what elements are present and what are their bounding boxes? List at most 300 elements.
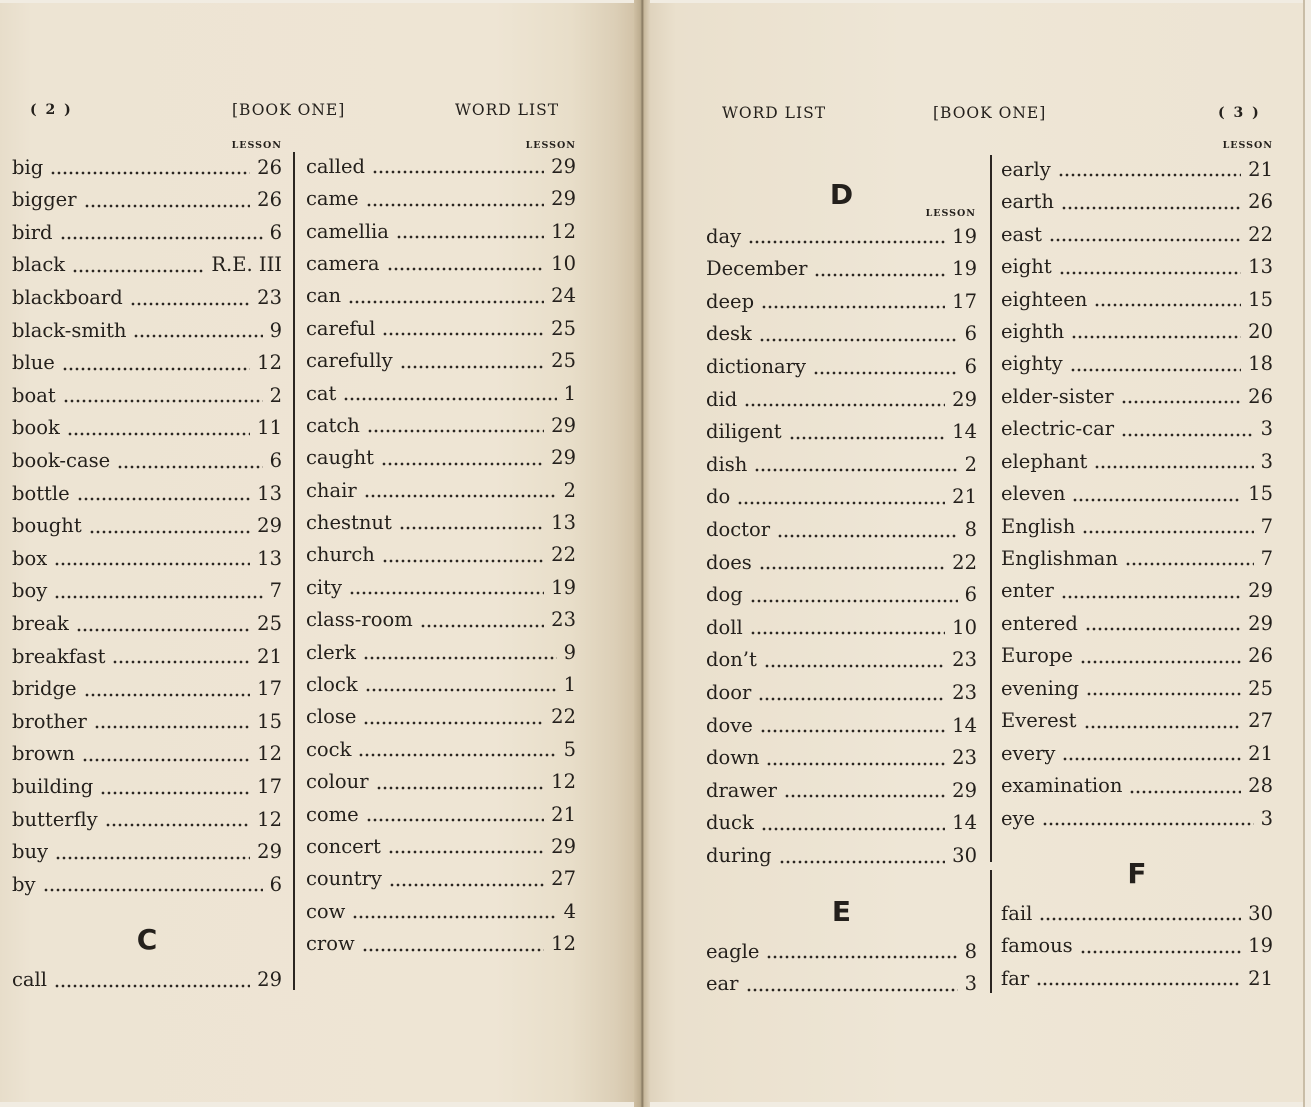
word-entry (306, 863, 576, 895)
entry-word: December (706, 257, 808, 281)
entry-word: English (1001, 514, 1076, 538)
word-entry (12, 836, 282, 869)
dot-leader (55, 562, 250, 566)
dot-leader (397, 235, 544, 239)
entry-lesson-number: 26 (1248, 384, 1273, 408)
entry-word: bottle (12, 481, 70, 505)
entry-lesson-number: 1 (563, 381, 576, 405)
entries-list (12, 152, 282, 997)
dot-leader (762, 305, 945, 309)
section-letter: E (831, 894, 852, 928)
dot-leader (364, 656, 557, 660)
entry-word: famous (1001, 934, 1073, 958)
entry-word: cat (306, 381, 337, 405)
entry-lesson-number: 29 (257, 840, 282, 864)
entry-word: eagle (706, 939, 760, 963)
entry-word: entered (1001, 611, 1078, 635)
dot-leader (366, 688, 557, 692)
entry-word: every (1001, 741, 1056, 765)
dot-leader (359, 753, 556, 757)
dot-leader (762, 827, 945, 831)
word-entry (306, 539, 576, 571)
entry-lesson-number: 21 (1248, 741, 1273, 765)
entry-word: close (306, 705, 357, 729)
entries-list (706, 165, 977, 1001)
dot-leader (1062, 206, 1241, 210)
entry-lesson-number: 24 (551, 284, 576, 308)
word-entry (1001, 770, 1273, 802)
word-entry (1001, 705, 1273, 737)
word-column-c (306, 140, 576, 961)
entry-lesson-number: 29 (257, 968, 282, 992)
entry-lesson-number: 9 (269, 318, 282, 342)
entry-lesson-number: 17 (257, 677, 282, 701)
entry-lesson-number: 23 (551, 608, 576, 632)
entry-lesson-number: 6 (269, 220, 282, 244)
entry-lesson-number: 2 (563, 478, 576, 502)
page-number: ( 3 ) (1218, 105, 1261, 121)
entry-word: crow (306, 932, 355, 956)
dot-leader (400, 526, 544, 530)
lesson-column-label: LESSON (231, 140, 282, 151)
entry-lesson-number: 12 (257, 807, 282, 831)
entry-lesson-number: 6 (964, 322, 977, 346)
word-entry (1001, 738, 1273, 770)
dot-leader (64, 399, 263, 403)
entry-word: earth (1001, 190, 1054, 214)
dot-leader (1072, 335, 1241, 339)
running-title: WORD LIST (722, 104, 827, 122)
dot-leader (390, 883, 544, 887)
entry-word: chair (306, 478, 357, 502)
entry-word: dish (706, 452, 748, 476)
lesson-column-label: LESSON (1222, 140, 1273, 151)
entry-word: concert (306, 835, 381, 858)
entry-word: down (706, 746, 760, 770)
entry-lesson-number: 15 (1248, 287, 1273, 311)
word-entry (1001, 316, 1273, 348)
word-entry (1001, 898, 1273, 930)
entry-word: catch (306, 413, 360, 437)
entry-word: boy (12, 579, 48, 603)
word-entry (12, 804, 282, 837)
entry-lesson-number: 3 (1260, 806, 1273, 830)
word-entry (1001, 543, 1273, 575)
book-label: [BOOK ONE] (232, 101, 346, 119)
dot-leader (73, 269, 204, 273)
entry-lesson-number: 19 (551, 575, 576, 599)
entry-word: day (706, 224, 742, 248)
entry-lesson-number: 6 (964, 583, 977, 607)
entry-lesson-number: 9 (563, 640, 576, 664)
entry-word: diligent (706, 420, 782, 444)
entry-word: electric-car (1001, 417, 1115, 441)
word-entry (1001, 284, 1273, 316)
word-entry (1001, 446, 1273, 478)
word-entry (706, 936, 977, 969)
entry-word: eleven (1001, 482, 1066, 506)
entry-word: eighth (1001, 319, 1065, 343)
entry-lesson-number: 13 (1248, 255, 1273, 279)
entry-lesson-number: 14 (952, 811, 977, 835)
entry-lesson-number: 26 (257, 155, 282, 179)
dot-leader (55, 984, 250, 988)
word-entry (706, 547, 977, 580)
entry-word: cow (306, 899, 346, 923)
dot-leader (814, 371, 958, 375)
entry-lesson-number: 29 (551, 413, 576, 437)
word-entry (706, 710, 977, 743)
dot-leader (767, 955, 957, 959)
entry-word: does (706, 550, 752, 574)
word-column-d-e (706, 165, 977, 1001)
entry-lesson-number: 29 (551, 187, 576, 211)
dot-leader (1083, 530, 1253, 534)
entry-lesson-number: 25 (551, 349, 576, 373)
entry-word: city (306, 575, 343, 599)
book-spine-gutter (634, 0, 650, 1107)
word-entry (306, 896, 576, 928)
entry-word: come (306, 802, 359, 826)
entry-lesson-number: 25 (551, 316, 576, 340)
dot-leader (383, 559, 544, 563)
entry-word: doll (706, 615, 743, 639)
dot-leader (353, 915, 556, 919)
dot-leader (755, 468, 957, 472)
word-entry (12, 869, 282, 902)
word-entry (12, 771, 282, 804)
section-letter: C (136, 923, 158, 957)
entry-word: examination (1001, 774, 1123, 798)
entry-lesson-number: 27 (1248, 709, 1273, 733)
word-entry (1001, 251, 1273, 283)
entry-lesson-number: 20 (1248, 319, 1273, 343)
word-entry (306, 799, 576, 831)
word-entry (306, 507, 576, 539)
dot-leader (767, 762, 945, 766)
word-entry (306, 669, 576, 701)
entry-lesson-number: 22 (551, 543, 576, 567)
entry-word: careful (306, 316, 376, 340)
entry-word: eight (1001, 255, 1052, 279)
dot-leader (401, 365, 544, 369)
entry-word: bird (12, 220, 53, 244)
word-entry (306, 701, 576, 733)
word-entry (12, 543, 282, 576)
entry-word: blue (12, 351, 55, 375)
dot-leader (1086, 627, 1241, 631)
page-edge (1303, 0, 1305, 1107)
entry-word: big (12, 155, 44, 179)
word-column-b-c (12, 140, 282, 997)
entry-lesson-number: 21 (551, 802, 576, 826)
entry-word: boat (12, 383, 56, 407)
dot-leader (759, 697, 945, 701)
entry-lesson-number: 28 (1248, 774, 1273, 798)
dot-leader (106, 823, 251, 827)
word-entry (306, 928, 576, 960)
entry-lesson-number: 11 (257, 416, 282, 440)
word-entry (1001, 930, 1273, 962)
entry-lesson-number: 6 (964, 355, 977, 379)
dot-leader (95, 725, 250, 729)
dot-leader (63, 367, 250, 371)
dot-leader (1063, 757, 1241, 761)
entry-word: breakfast (12, 644, 106, 668)
dot-leader (55, 595, 262, 599)
dot-leader (1043, 822, 1253, 826)
entry-lesson-number: 19 (952, 224, 977, 248)
word-entry (306, 248, 576, 280)
entry-lesson-number: 8 (964, 518, 977, 542)
entry-word: building (12, 774, 94, 798)
entry-lesson-number: 17 (257, 774, 282, 798)
entry-word: bigger (12, 188, 77, 212)
entry-lesson-number: 7 (1260, 547, 1273, 571)
word-column-e-f (1001, 140, 1273, 996)
word-entry (306, 183, 576, 215)
entry-word: deep (706, 289, 755, 313)
word-entry (12, 964, 282, 997)
entry-lesson-number: 12 (551, 219, 576, 243)
dot-leader (118, 465, 262, 469)
entry-lesson-number: 25 (257, 612, 282, 635)
word-entry (1001, 154, 1273, 186)
dot-leader (1095, 465, 1253, 469)
word-entry (1001, 608, 1273, 640)
dot-leader (344, 397, 556, 401)
entry-lesson-number: 27 (551, 867, 576, 891)
word-entry (1001, 803, 1273, 835)
word-entry (12, 445, 282, 478)
dot-leader (765, 664, 945, 668)
entry-lesson-number: 29 (257, 514, 282, 538)
entry-word: doctor (706, 518, 771, 542)
entry-word: drawer (706, 778, 777, 802)
dot-leader (760, 566, 945, 570)
word-entry (12, 152, 282, 185)
word-entry (1001, 413, 1273, 445)
entry-word: black-smith (12, 318, 127, 342)
word-entry (1001, 963, 1273, 995)
dot-leader (1050, 238, 1241, 242)
entry-lesson-number: 26 (1248, 644, 1273, 668)
entry-lesson-number: 29 (1248, 611, 1273, 635)
dot-leader (382, 462, 544, 466)
dot-leader (85, 693, 251, 697)
word-entry (12, 184, 282, 217)
dot-leader (1037, 982, 1241, 986)
entry-word: early (1001, 157, 1051, 181)
entry-word: elder-sister (1001, 384, 1114, 408)
entry-word: dog (706, 583, 743, 607)
dot-leader (367, 818, 544, 822)
dot-leader (1062, 595, 1241, 599)
entry-word: can (306, 284, 342, 308)
word-entry (12, 380, 282, 413)
word-entry (706, 742, 977, 775)
word-entry (706, 318, 977, 351)
word-entry (12, 412, 282, 445)
word-entry (306, 831, 576, 863)
dot-leader (751, 631, 945, 635)
word-entry (706, 579, 977, 612)
entry-lesson-number: 21 (257, 644, 282, 668)
word-entry (12, 510, 282, 543)
page-number: ( 2 ) (30, 102, 73, 118)
entry-lesson-number: 2 (964, 452, 977, 476)
entry-lesson-number: 21 (952, 485, 977, 509)
entry-lesson-number: 3 (1260, 449, 1273, 473)
entry-lesson-number: 26 (257, 188, 282, 212)
entry-word: eighty (1001, 352, 1063, 376)
entry-lesson-number: 6 (269, 449, 282, 473)
dot-leader (747, 988, 958, 992)
dot-leader (78, 497, 251, 501)
entry-word: duck (706, 811, 754, 835)
dot-leader (1073, 498, 1241, 502)
entry-lesson-number: 12 (257, 351, 282, 375)
entry-word: fail (1001, 901, 1033, 925)
dot-leader (68, 432, 250, 436)
dot-leader (749, 240, 945, 244)
entry-word: camera (306, 251, 380, 275)
word-entry (706, 807, 977, 840)
dot-leader (364, 721, 544, 725)
section-letter: D (829, 178, 854, 211)
dot-leader (1060, 271, 1242, 275)
entry-word: caught (306, 446, 374, 470)
column-divider (990, 870, 992, 993)
entry-word: far (1001, 966, 1030, 990)
lesson-column-label: LESSON (525, 140, 576, 151)
word-entry (12, 315, 282, 348)
dot-leader (815, 273, 945, 277)
entry-word: bridge (12, 677, 77, 701)
dot-leader (377, 786, 545, 790)
dot-leader (1130, 790, 1241, 794)
entry-lesson-number: 19 (952, 257, 977, 281)
word-entry (306, 734, 576, 766)
entry-word: cock (306, 737, 352, 761)
entry-word: Europe (1001, 644, 1073, 668)
dot-leader (1081, 660, 1241, 664)
dot-leader (790, 436, 946, 440)
entries-list (1001, 154, 1273, 996)
entry-word: bought (12, 514, 82, 538)
entry-lesson-number: 3 (964, 972, 977, 996)
word-entry (12, 478, 282, 511)
entries-list (306, 151, 576, 961)
word-entry (306, 475, 576, 507)
entry-lesson-number: 10 (952, 615, 977, 639)
word-entry (306, 637, 576, 669)
entry-lesson-number: 1 (563, 673, 576, 697)
entry-lesson-number: 29 (952, 387, 977, 411)
entry-word: box (12, 546, 48, 570)
word-entry (1001, 219, 1273, 251)
dot-leader (780, 860, 946, 864)
entry-lesson-number: 7 (269, 579, 282, 603)
entry-lesson-number: 29 (952, 778, 977, 802)
entry-word: carefully (306, 349, 393, 373)
entry-lesson-number: 25 (1248, 676, 1273, 700)
word-entry (306, 572, 576, 604)
dot-leader (1059, 173, 1241, 177)
word-entry (306, 604, 576, 636)
entry-lesson-number: 2 (269, 383, 282, 407)
entry-word: called (306, 154, 366, 178)
word-entry (706, 384, 977, 417)
entry-lesson-number: 21 (1248, 157, 1273, 181)
entry-word: call (12, 968, 48, 992)
entry-word: class-room (306, 608, 413, 632)
dot-leader (745, 403, 945, 407)
entry-lesson-number: 12 (257, 742, 282, 766)
entry-word: clerk (306, 640, 356, 664)
entry-word: dove (706, 713, 753, 737)
entry-word: book (12, 416, 60, 440)
entry-word: ear (706, 972, 739, 996)
entry-lesson-number: 13 (257, 546, 282, 570)
dot-leader (367, 203, 545, 207)
word-entry (706, 221, 977, 254)
entry-word: black (12, 253, 66, 277)
lesson-column-label: LESSON (925, 208, 976, 219)
dot-leader (383, 332, 544, 336)
entry-word: chestnut (306, 511, 392, 535)
entry-lesson-number: 6 (269, 872, 282, 896)
entry-word: butterfly (12, 807, 98, 831)
entry-lesson-number: 12 (551, 932, 576, 956)
dot-leader (778, 534, 958, 538)
word-entry (706, 775, 977, 808)
entry-word: Everest (1001, 709, 1077, 733)
entry-lesson-number: 19 (1248, 934, 1273, 958)
entry-word: don’t (706, 648, 757, 672)
entry-word: by (12, 872, 36, 896)
entry-word: enter (1001, 579, 1054, 603)
entry-word: door (706, 681, 752, 704)
entry-word: during (706, 843, 772, 867)
dot-leader (785, 794, 945, 798)
word-entry (306, 345, 576, 377)
word-entry (12, 347, 282, 380)
entry-lesson-number: 22 (1248, 222, 1273, 246)
entry-lesson-number: 18 (1248, 352, 1273, 376)
column-divider (990, 155, 992, 862)
word-entry (706, 481, 977, 514)
entry-word: do (706, 485, 731, 509)
running-title: WORD LIST (455, 101, 560, 119)
word-entry (1001, 673, 1273, 705)
entry-word: book-case (12, 449, 111, 473)
dot-leader (61, 236, 263, 240)
entry-word: country (306, 867, 382, 891)
word-entry (12, 738, 282, 771)
dot-leader (350, 591, 544, 595)
dot-leader (56, 856, 250, 860)
dot-leader (1126, 562, 1254, 566)
entry-word: elephant (1001, 449, 1088, 473)
book-label: [BOOK ONE] (933, 104, 1047, 122)
dot-leader (761, 729, 945, 733)
entry-lesson-number: 22 (952, 550, 977, 574)
dot-leader (389, 850, 544, 854)
word-entry (12, 641, 282, 674)
column-divider (293, 152, 295, 990)
entry-lesson-number: 15 (257, 709, 282, 733)
